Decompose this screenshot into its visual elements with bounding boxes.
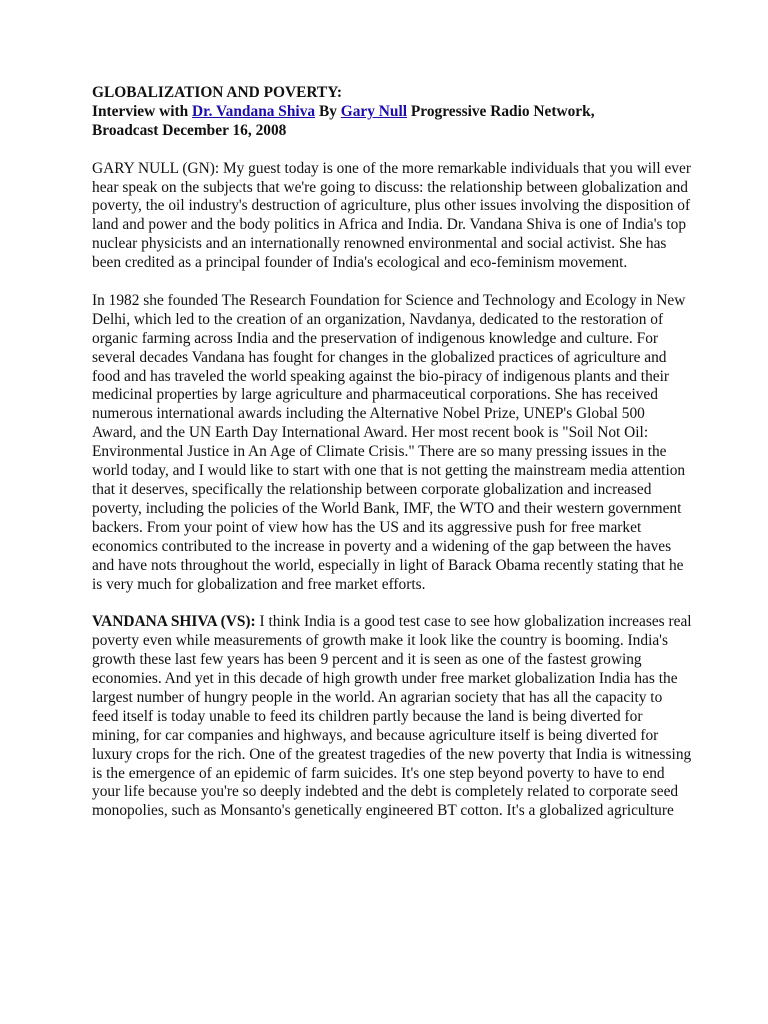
document-heading [92,84,692,141]
document-title: GLOBALIZATION AND POVERTY: [92,84,343,101]
spacer [92,141,692,160]
document-page [92,84,692,821]
paragraph-shiva-answer [92,613,692,821]
interview-byline [92,103,692,122]
byline-suffix: Progressive Radio Network, [407,102,595,120]
byline-prefix: Interview with [92,102,193,120]
speaker-label: VANDANA SHIVA (VS): [92,613,256,631]
spacer [92,594,692,613]
answer-text: I think India is a good test case to see how globalization increases real poverty even while measurements of growth make it look like the country is booming. India's growth these last few years has been 9 percent and it is seen as one of the fastest growing economies. And yet in this decade of high growth under free market globalization India has the largest number of hungry people in the world. An agrarian society that has all the capacity to feed itself is today unable to feed its children partly because the land is being diverted for mining, for car companies and highways, and because agriculture itself is being diverted for luxury crops for the rich. One of the greatest tragedies of the new poverty that India is witnessing is the emergence of an epidemic of farm suicides. It's one step beyond poverty to have to end your life because you're so deeply indebted and the debt is completely related to corporate seed monopolies, such as Monsanto's genetically engineered BT cotton. It's a globalized agriculture [92,613,692,820]
paragraph-gary-question: In 1982 she founded The Research Foundation for Science and Technology and Ecology in New Delhi, which led to the creation of an organization, Navdanya, dedicated to the restoration of organic farming across India and the preservation of indigenous knowledge and culture. For several decades Vandana has fought for changes in the globalized practices of agriculture and food and has traveled the world speaking against the bio-piracy of indigenous plants and their medicinal properties by large agriculture and pharmaceutical corporations. She has received numerous international awards including the Alternative Nobel Prize, UNEP's Global 500 Award, and the UN Earth Day International Award. Her most recent book is "Soil Not Oil: Environmental Justice in An Age of Climate Crisis." There are so many pressing issues in the world today, and I would like to start with one that is not getting the mainstream media attention that it deserves, specifically the relationship between corporate globalization and increased poverty, including the policies of the World Bank, IMF, the WTO and their western government backers. From your point of view how has the US and its aggressive push for free market economics contributed to the increase in poverty and a widening of the gap between the haves and have nots throughout the world, especially in light of Barack Obama recently stating that he is very much for globalization and free market efforts. [92,291,686,593]
guest-link[interactable]: Dr. Vandana Shiva [192,102,316,120]
paragraph-gary-intro: GARY NULL (GN): My guest today is one of the more remarkable individuals that you will ever hear speak on the subjects that we're going to discuss: the relationship between globalization and poverty, the oil industry's destruction of agriculture, plus other issues involving the disposition of land and power and the body politics in Africa and India. Dr. Vandana Shiva is one of India's top nuclear physicists and an internationally renowned environmental and social activist. She has been credited as a principal founder of India's ecological and eco-feminism movement. [92,159,691,272]
broadcast-date: Broadcast December 16, 2008 [92,121,287,139]
byline-by: By [315,102,341,120]
host-link[interactable]: Gary Null [340,102,408,120]
spacer [92,273,692,292]
